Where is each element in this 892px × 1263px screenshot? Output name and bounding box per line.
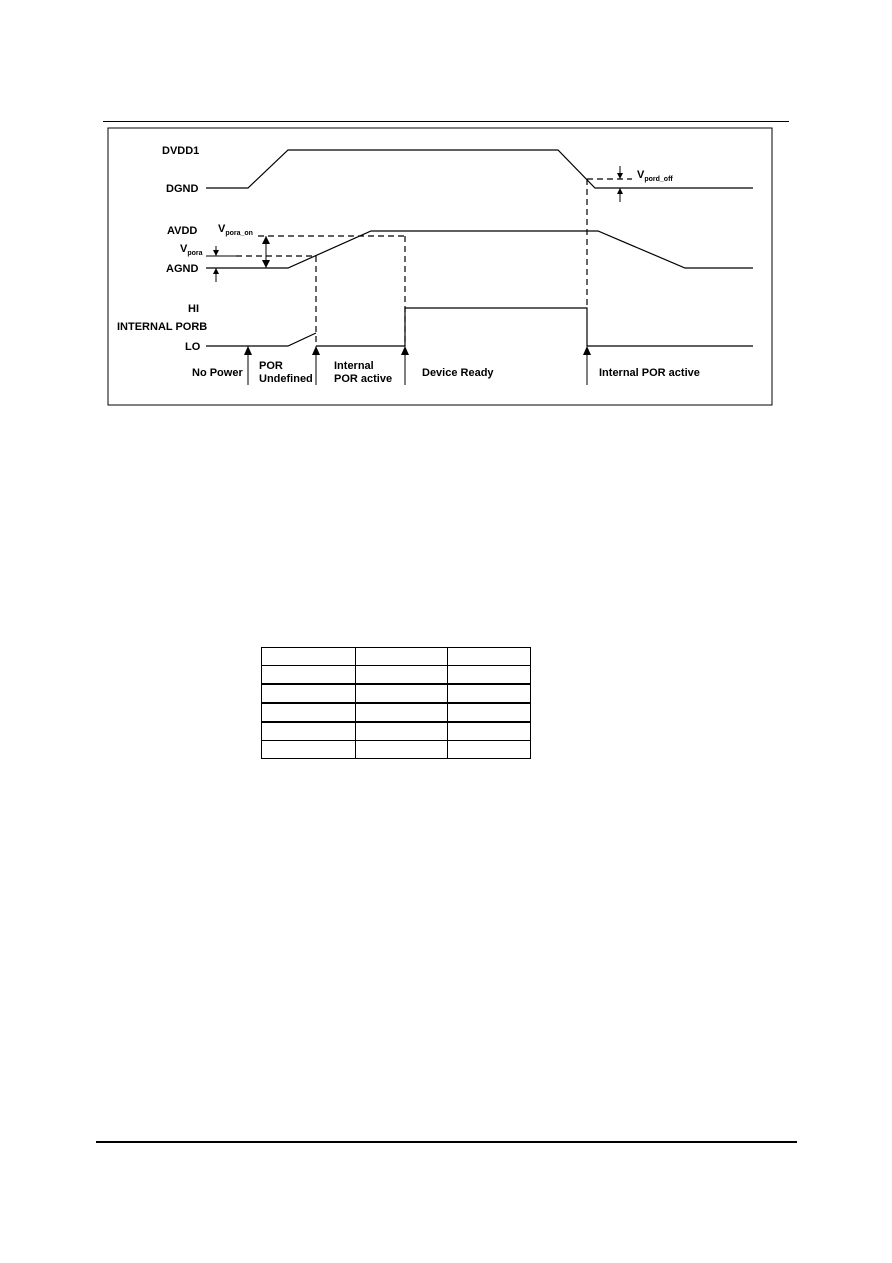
porb-high [405, 308, 587, 346]
vpora-on-arrow-down [262, 260, 270, 268]
vpord-off-arrow-down [617, 173, 623, 179]
table-cell [356, 741, 448, 759]
internal-por-label-2: POR active [334, 373, 393, 385]
table-cell [448, 722, 531, 741]
power-on-reset-timing-diagram [0, 0, 892, 420]
table-row [262, 703, 531, 722]
por-undefined-label-2: Undefined [259, 373, 313, 385]
device-ready-label: Device Ready [422, 367, 494, 379]
vpora-label: $V_{pora}$ [180, 243, 203, 257]
parameter-table [261, 647, 531, 759]
dgnd-label: DGND [166, 183, 199, 195]
phase-arrow-3 [401, 346, 409, 355]
table-cell [262, 648, 356, 666]
table-cell [262, 684, 356, 703]
table-cell [448, 648, 531, 666]
internal-por-active-label: Internal POR active [599, 367, 700, 379]
dvdd1-label: DVDD1 [162, 145, 200, 157]
porb-waveform [206, 333, 316, 346]
table-cell [356, 703, 448, 722]
no-power-label: No Power [192, 367, 243, 379]
vpord-off-label: $V_{pord\_off}$ [637, 169, 673, 183]
table-cell [448, 666, 531, 685]
phase-arrow-1 [244, 346, 252, 355]
table-cell [356, 684, 448, 703]
table-cell [262, 666, 356, 685]
internal-porb-label: INTERNAL PORB [117, 321, 208, 333]
phase-arrow-2 [312, 346, 320, 355]
hi-label: HI [188, 303, 199, 315]
table-cell [262, 741, 356, 759]
phase-arrow-4 [583, 346, 591, 355]
table-cell [448, 684, 531, 703]
table-cell [262, 722, 356, 741]
vpora-arrow-down [213, 250, 219, 256]
internal-por-label-1: Internal [334, 360, 374, 372]
avdd-label: AVDD [167, 225, 198, 237]
table-row [262, 741, 531, 759]
table-cell [356, 722, 448, 741]
table-cell [262, 703, 356, 722]
table-cell [448, 741, 531, 759]
vpord-off-arrow-up [617, 188, 623, 194]
vpora-arrow-up [213, 268, 219, 274]
footer-rule [96, 1141, 797, 1143]
vpora-on-arrow-up [262, 236, 270, 244]
table-row [262, 684, 531, 703]
table-row [262, 648, 531, 666]
table-cell [448, 703, 531, 722]
table-row [262, 666, 531, 685]
diagram-frame [108, 128, 772, 405]
agnd-label: AGND [166, 263, 199, 275]
por-undefined-label-1: POR [259, 360, 283, 372]
lo-label: LO [185, 341, 201, 353]
table-cell [356, 648, 448, 666]
table-cell [356, 666, 448, 685]
table-row [262, 722, 531, 741]
vpora-on-label: $V_{pora\_on}$ [218, 223, 253, 237]
